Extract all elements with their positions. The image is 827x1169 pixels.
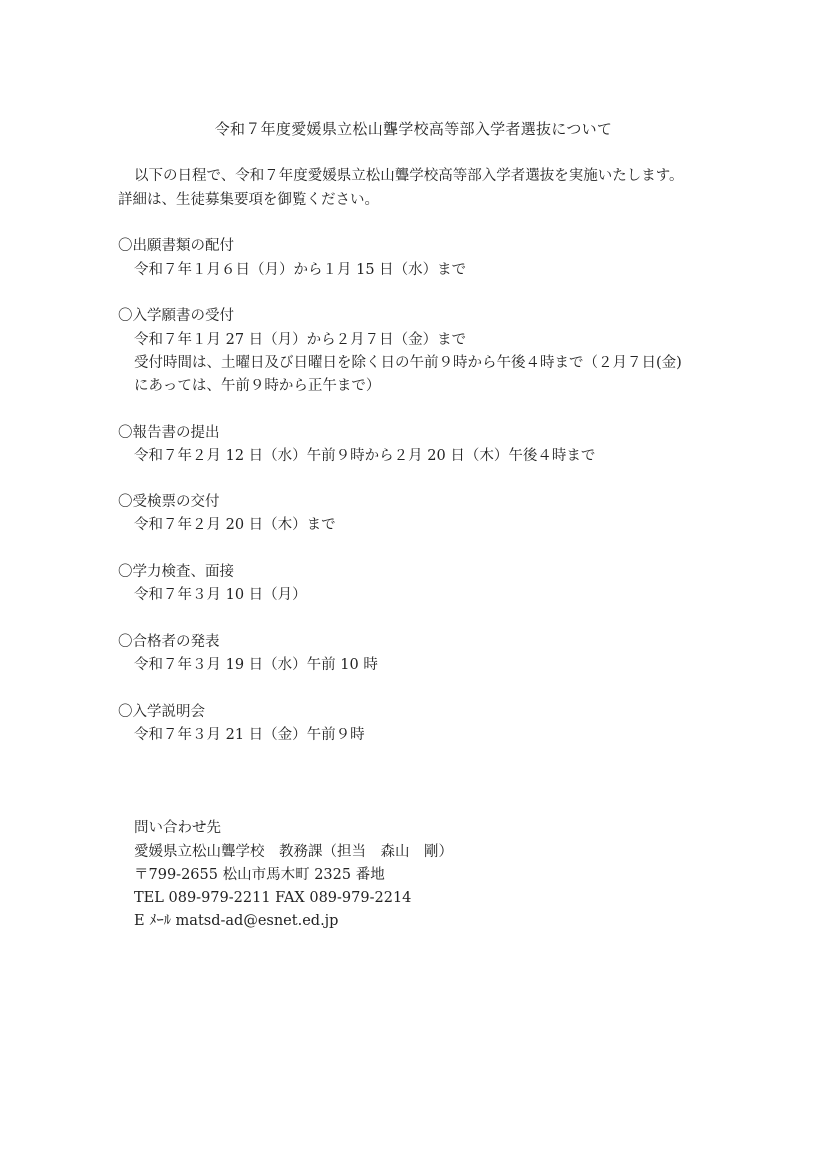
- section-line: 令和７年１月６日（月）から１月 15 日（水）まで: [134, 262, 467, 278]
- section-line: 受付時間は、土曜日及び日曜日を除く日の午前９時から午後４時まで（２月７日(金): [134, 355, 682, 371]
- contact-heading: 問い合わせ先: [134, 820, 221, 836]
- section-heading-distribution: 〇出願書類の配付: [118, 238, 234, 254]
- section-heading-exam: 〇学力検査、面接: [118, 564, 234, 580]
- section-heading-exam-ticket: 〇受検票の交付: [118, 494, 220, 510]
- contact-organization: 愛媛県立松山聾学校 教務課（担当 森山 剛）: [134, 844, 453, 860]
- section-heading-application: 〇入学願書の受付: [118, 308, 234, 324]
- section-heading-orientation: 〇入学説明会: [118, 704, 205, 720]
- section-line: 令和７年３月 19 日（水）午前 10 時: [134, 657, 378, 673]
- section-line: 令和７年２月 12 日（水）午前９時から２月 20 日（木）午後４時まで: [134, 448, 596, 464]
- section-line: 令和７年３月 21 日（金）午前９時: [134, 727, 365, 743]
- intro-line-1: 以下の日程で、令和７年度愛媛県立松山聾学校高等部入学者選抜を実施いたします。: [134, 168, 684, 184]
- intro-line-2: 詳細は、生徒募集要項を御覧ください。: [118, 192, 379, 208]
- section-line: 令和７年２月 20 日（木）まで: [134, 517, 336, 533]
- contact-address: 〒799-2655 松山市馬木町 2325 番地: [134, 867, 385, 883]
- section-heading-results: 〇合格者の発表: [118, 634, 220, 650]
- section-heading-report: 〇報告書の提出: [118, 425, 220, 441]
- document-title: 令和７年度愛媛県立松山聾学校高等部入学者選抜について: [214, 120, 613, 138]
- contact-email: E ﾒｰﾙ matsd-ad@esnet.ed.jp: [134, 913, 339, 929]
- section-line: 令和７年３月 10 日（月）: [134, 587, 307, 603]
- section-line: にあっては、午前９時から正午まで）: [134, 378, 381, 394]
- contact-phone-fax: TEL 089-979-2211 FAX 089-979-2214: [134, 890, 412, 906]
- section-line: 令和７年１月 27 日（月）から２月７日（金）まで: [134, 332, 467, 348]
